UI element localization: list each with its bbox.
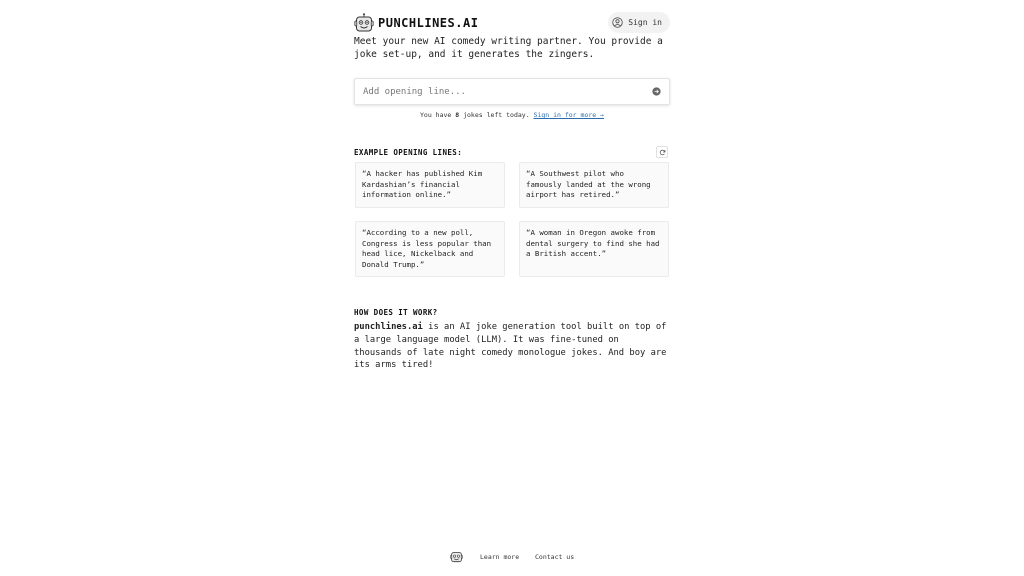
sign-in-for-more-link[interactable]: Sign in for more → — [533, 111, 604, 119]
how-title: HOW DOES IT WORK? — [354, 308, 438, 317]
learn-more-link[interactable]: Learn more — [480, 553, 520, 561]
user-circle-icon — [612, 17, 623, 28]
example-card[interactable] — [355, 162, 505, 208]
sign-in-button[interactable] — [608, 12, 670, 33]
opening-line-input[interactable] — [363, 84, 643, 99]
refresh-examples-button[interactable] — [656, 146, 668, 158]
quota-text — [354, 111, 670, 119]
robot-face-icon — [354, 13, 374, 33]
header — [354, 12, 670, 33]
quota-prefix: You have — [420, 111, 456, 119]
opening-line-box — [354, 78, 670, 105]
example-card[interactable] — [355, 221, 505, 277]
sign-in-label: Sign in — [628, 18, 662, 27]
footer — [0, 550, 1024, 564]
example-text: “A hacker has published Kim Kardashian’s financial information online.” — [362, 169, 483, 200]
example-card[interactable] — [519, 162, 669, 208]
example-text: “A Southwest pilot who famously landed at the wrong airport has retired.” — [526, 169, 651, 200]
intro-text: Meet your new AI comedy writing partner. You provide a joke set-up, and it generates the zingers. — [354, 36, 663, 60]
how-brand: punchlines.ai — [354, 322, 423, 332]
example-text: “According to a new poll, Congress is less popular than head lice, Nickelback and Donald Trump.” — [362, 228, 492, 269]
how-body: is an AI joke generation tool built on top of a large language model (LLM). It was fine-tuned on thousands of late night comedy monologue jokes. And boy are its arms tired! — [354, 322, 667, 371]
how-description — [354, 321, 670, 372]
robot-face-icon[interactable] — [450, 550, 463, 563]
brand[interactable] — [354, 12, 478, 33]
quota-count: 8 — [455, 111, 460, 119]
example-text: “A woman in Oregon awoke from dental surgery to find she had a British accent.” — [526, 228, 660, 259]
refresh-icon — [659, 149, 666, 156]
quota-suffix: jokes left today. — [459, 111, 534, 119]
examples-title: EXAMPLE OPENING LINES: — [354, 148, 463, 157]
example-card[interactable] — [519, 221, 669, 277]
brand-name: PUNCHLINES.AI — [378, 15, 479, 30]
arrow-right-circle-icon[interactable] — [652, 87, 661, 96]
contact-us-link[interactable]: Contact us — [535, 553, 575, 561]
